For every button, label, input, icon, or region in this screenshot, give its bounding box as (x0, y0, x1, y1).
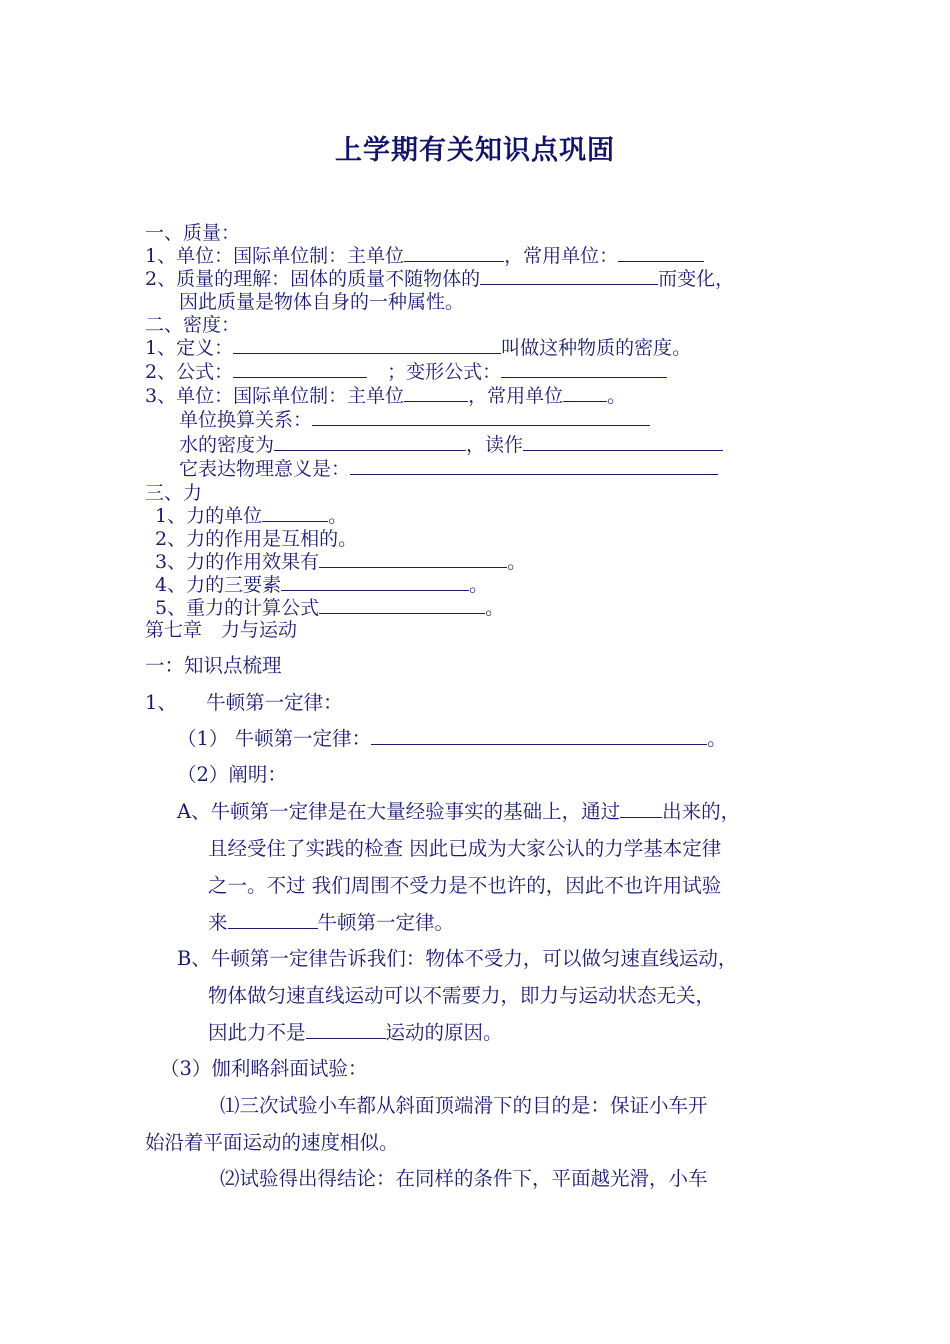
newton-law-item: 1、 牛顿第一定律： (145, 691, 343, 714)
fill-blank[interactable] (306, 1021, 386, 1039)
unit-conversion-line: 单位换算关系： (179, 408, 650, 432)
explanation-heading: （2）阐明： (177, 763, 287, 786)
fill-blank[interactable] (501, 360, 667, 378)
fill-blank[interactable] (620, 800, 662, 818)
subsection-heading: 一：知识点梳理 (145, 654, 282, 677)
galileo-point-2-line-1: ⑵试验得出得结论：在同样的条件下，平面越光滑，小车 (220, 1167, 708, 1190)
fill-blank[interactable] (480, 267, 658, 285)
fill-blank[interactable] (319, 550, 507, 568)
fill-blank[interactable] (404, 244, 504, 262)
force-elements-line: 4、力的三要素 。 (155, 574, 489, 596)
galileo-point-1-line-2: 始沿着平面运动的速度相似。 (145, 1131, 399, 1154)
paragraph-b-line-3: 因此力不是 运动的原因。 (208, 1021, 503, 1044)
paragraph-a-line-3: 之一。不过 我们周围不受力是不也许的，因此不也许用试验 (208, 874, 722, 897)
fill-blank[interactable] (233, 360, 367, 378)
density-definition-line: 1、定义： 叫做这种物质的密度。 (145, 337, 692, 359)
fill-blank[interactable] (233, 336, 501, 354)
section-heading-density: 二、密度： (145, 314, 241, 336)
density-formula-line: 2、公式： ；变形公式： (145, 360, 667, 384)
fill-blank[interactable] (262, 504, 328, 522)
fill-blank[interactable] (404, 384, 468, 402)
newton-law-statement-line: （1） 牛顿第一定律： 。 (177, 727, 727, 750)
paragraph-b-line-2: 物体做匀速直线运动可以不需要力，即力与运动状态无关， (208, 984, 716, 1007)
fill-blank[interactable] (523, 433, 723, 451)
fill-blank[interactable] (274, 433, 466, 451)
fill-blank[interactable] (312, 408, 650, 426)
fill-blank[interactable] (563, 384, 607, 402)
fill-blank[interactable] (228, 911, 318, 929)
mass-understanding-line: 2、质量的理解：固体的质量不随物体的 而变化， (145, 268, 735, 290)
paragraph-a-line-4: 来 牛顿第一定律。 (208, 911, 455, 934)
chapter-heading: 第七章 力与运动 (145, 619, 298, 641)
force-effect-line: 3、力的作用效果有 。 (155, 551, 527, 573)
force-unit-line: 1、力的单位 。 (155, 505, 348, 527)
force-mutual-line: 2、力的作用是互相的。 (155, 528, 358, 550)
fill-blank[interactable] (350, 457, 718, 475)
paragraph-a-line-1: A、牛顿第一定律是在大量经验事实的基础上，通过 出来的， (177, 800, 741, 823)
fill-blank[interactable] (281, 573, 469, 591)
density-unit-line: 3、单位：国际单位制：主单位 ，常用单位 。 (145, 385, 627, 407)
galileo-point-1-line-1: ⑴三次试验小车都从斜面顶端滑下的目的是：保证小车开 (220, 1094, 708, 1117)
fill-blank[interactable] (618, 244, 704, 262)
water-density-line: 水的密度为 ，读作 (179, 433, 723, 457)
section-heading-mass: 一、质量： (145, 222, 241, 244)
mass-property-line: 因此质量是物体自身的一种属性。 (179, 291, 465, 313)
mass-unit-line: 1、单位：国际单位制：主单位 ，常用单位： (145, 244, 704, 268)
fill-blank[interactable] (319, 596, 485, 614)
section-heading-force: 三、力 (145, 482, 203, 504)
gravity-formula-line: 5、重力的计算公式 。 (155, 597, 505, 619)
galileo-heading: （3）伽利略斜面试验： (160, 1057, 368, 1080)
page-title: 上学期有关知识点巩固 (335, 135, 615, 166)
paragraph-a-line-2: 且经受住了实践的检查 因此已成为大家公认的力学基本定律 (208, 837, 722, 860)
physical-meaning-line: 它表达物理意义是： (179, 457, 718, 481)
fill-blank[interactable] (371, 727, 707, 745)
paragraph-b-line-1: B、牛顿第一定律告诉我们：物体不受力，可以做匀速直线运动， (177, 947, 738, 970)
